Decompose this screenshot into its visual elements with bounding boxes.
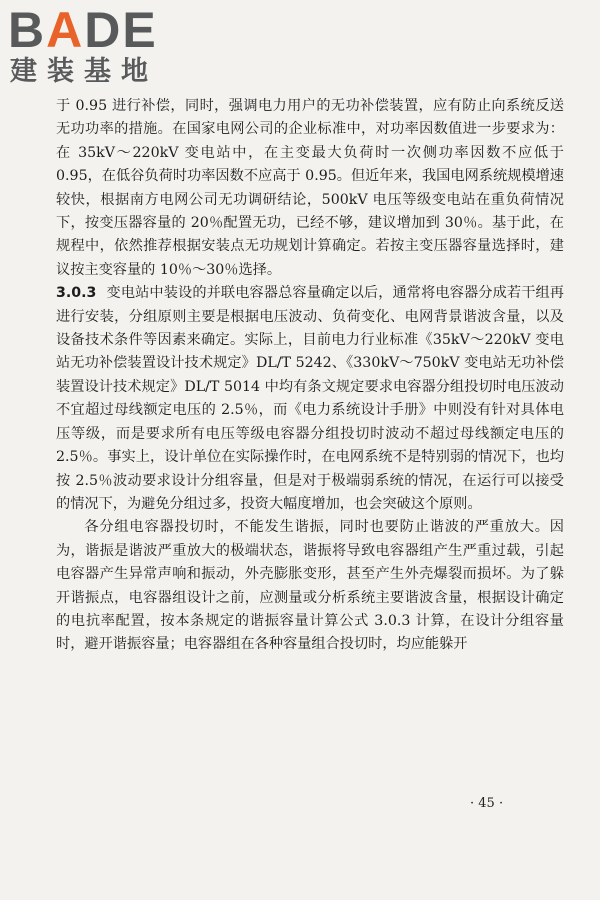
page-body (56, 95, 564, 657)
paragraph-text: 变电站中装设的并联电容器总容量确定以后，通常将电容器分成若干组再进行安装，分组原则主要是根据电压波动、负荷变化、电网背景谐波含量，以及设备技术条件等因素来确定。实际上，目前电力行业标准《35kV～220kV 变电站无功补偿装置设计技术规定》DL/T 5242、《330kV～750kV 变电站无功补偿装置设计技术规定》DL/T 5014 中均有条文规定要求电容器分组投切时电压波动不宜超过母线额定电压的 2.5％，而《电力系统设计手册》中则没有针对具体电压等级，而是要求所有电压等级电容器分组投切时波动不超过母线额定电压的 2.5％。事实上，设计单位在实际操作时，在电网系统不是特别弱的情况下，也均按 2.5％波动要求设计分组容量，但是对于极端弱系统的情况，在运行可以接受的情况下，为避免分组过多，投资大幅度增加，也会突破这个原则。 (56, 285, 564, 512)
paragraph-text: 于 0.95 进行补偿，同时，强调电力用户的无功补偿装置，应有防止向系统反送无功功率的措施。在国家电网公司的企业标准中，对功率因数值进一步要求为：在 35kV～220kV 变电站中，在主变最大负荷时一次侧功率因数不应低于 0.95，在低谷负荷时功率因数不应高于 0.95。但近年来，我国电网系统规模增速较快，根据南方电网公司无功调研结论，500kV 电压等级变电站在重负荷情况下，按变压器容量的 20％配置无功，已经不够，建议增加到 30％。基于此，在规程中，依然推荐根据安装点无功规划计算确定。若按主变压器容量选择时，建议按主变容量的 10％～30％选择。 (56, 98, 564, 278)
paragraph-continued (56, 95, 564, 282)
paragraph-text: 各分组电容器投切时，不能发生谐振，同时也要防止谐波的严重放大。因为，谐振是谐波严重放大的极端状态，谐振将导致电容器组产生严重过载，引起电容器产生异常声响和振动，外壳膨胀变形，甚至产生外壳爆裂而损坏。为了躲开谐振点，电容器组设计之前，应测量或分析系统主要谐波含量，根据设计确定的电抗率配置，按本条规定的谐振容量计算公式 3.0.3 计算，在设计分组容量时，避开谐振容量；电容器组在各种容量组合投切时，均应能躲开 (56, 519, 564, 653)
logo-chinese-text: 建装基地 (10, 56, 158, 87)
publisher-logo (8, 4, 178, 94)
logo-letters-suffix: DE (84, 2, 158, 58)
paragraph (56, 516, 564, 656)
clause-number: 3.0.3 (56, 285, 97, 302)
logo-letters-prefix: B (8, 2, 47, 58)
page-number: · 45 · (470, 796, 504, 811)
logo-wordmark (8, 4, 158, 56)
logo-letter-accent: A (46, 2, 85, 58)
clause-paragraph (56, 282, 564, 516)
